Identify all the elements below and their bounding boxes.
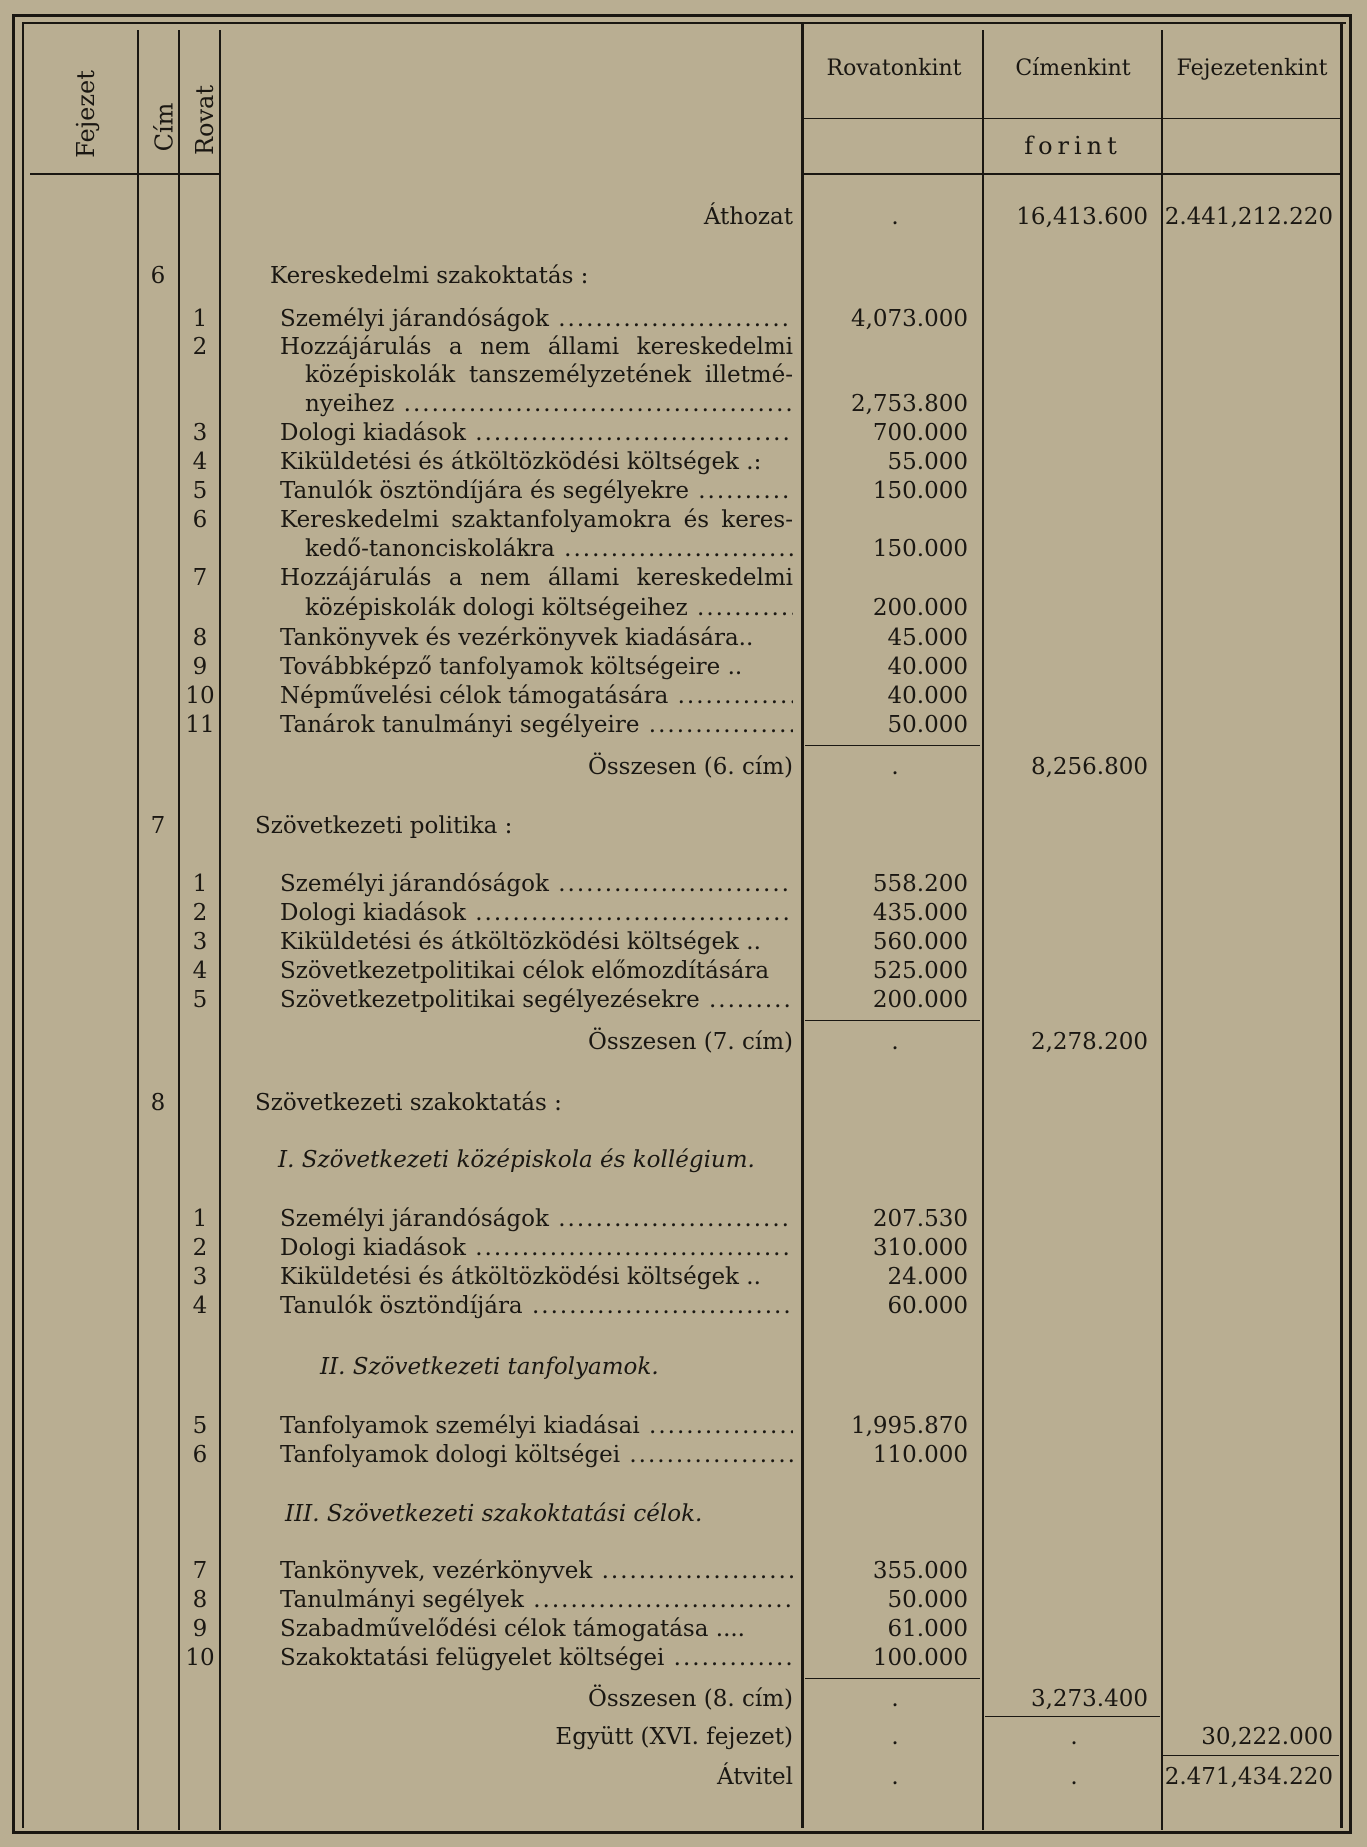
item-value: 560.000 <box>872 929 968 955</box>
table-row <box>0 1441 1367 1469</box>
subtotal-rule <box>805 1678 980 1679</box>
item-value: 558.200 <box>872 871 968 897</box>
item-text: Személyi járandóságok ..... <box>280 870 793 898</box>
item-text: Tanárok tanulmányi segélyeire ..... <box>280 711 793 739</box>
rovat-number: 4 <box>192 449 208 475</box>
table-row <box>0 870 1367 898</box>
item-text: középiskolák dologi költségeihez ..... <box>305 594 793 622</box>
carry-forward-v2: . <box>1070 1764 1078 1790</box>
item-text: Kiküldetési és átköltözködési költségek .. <box>280 1264 761 1290</box>
item-text: Hozzájárulás a nem állami kereskedelmi <box>280 565 793 591</box>
chapter-total-rule <box>985 1716 1160 1717</box>
section-title: Kereskedelmi szakoktatás : <box>270 263 589 289</box>
rovat-number: 6 <box>192 507 208 533</box>
header-cim: Cím <box>150 102 179 152</box>
item-value: 310.000 <box>872 1235 968 1261</box>
rovat-number: 3 <box>192 929 208 955</box>
subtotal-label: Összesen (6. cím) <box>588 754 793 780</box>
item-text: Dologi kiadások ..... <box>280 899 793 927</box>
table-row <box>0 1557 1367 1585</box>
carry-rule <box>1163 1755 1339 1756</box>
item-text: Szabadművelődési célok támogatása .... <box>280 1616 745 1642</box>
table-row-cont <box>0 361 1367 389</box>
rovat-number: 2 <box>192 334 208 360</box>
item-text: Személyi járandóságok ..... <box>280 1205 793 1233</box>
table-row <box>0 448 1367 476</box>
item-text: Tanulók ösztöndíjára ..... <box>280 1292 793 1320</box>
item-text: Dologi kiadások ..... <box>280 1234 793 1262</box>
rovat-number: 3 <box>192 420 208 446</box>
table-row-cont <box>0 390 1367 418</box>
rovat-number: 1 <box>192 1206 208 1232</box>
item-value: 200.000 <box>872 595 968 621</box>
rovat-number: 1 <box>192 871 208 897</box>
subsection-title: II. Szövetkezeti tanfolyamok. <box>320 1354 659 1380</box>
table-row <box>0 711 1367 739</box>
item-value: 150.000 <box>872 536 968 562</box>
rovat-number: 3 <box>192 1264 208 1290</box>
rovat-number: 9 <box>192 1616 208 1642</box>
header-fejezet: Fejezet <box>71 70 100 158</box>
subsection-heading <box>0 1146 1367 1174</box>
section-heading <box>0 812 1367 840</box>
rovat-number: 1 <box>192 306 208 332</box>
table-row <box>0 928 1367 956</box>
rovat-number: 5 <box>192 1413 208 1439</box>
carry-forward-v3: 2.471,434.220 <box>1164 1764 1333 1790</box>
subtotal-rule <box>805 745 980 746</box>
rovat-number: 5 <box>192 478 208 504</box>
item-text: Tanulmányi segélyek ..... <box>280 1586 793 1614</box>
item-value: 4,073.000 <box>850 306 968 332</box>
table-row <box>0 986 1367 1014</box>
athozat-label: Áthozat <box>703 204 793 230</box>
item-text: Tankönyvek, vezérkönyvek ..... <box>280 1557 793 1585</box>
item-value: 50.000 <box>887 1587 968 1613</box>
table-row <box>0 624 1367 652</box>
table-row <box>0 1412 1367 1440</box>
chapter-total-row <box>0 1723 1367 1751</box>
item-value: 150.000 <box>872 478 968 504</box>
header-rule-right <box>803 173 1340 175</box>
table-row <box>0 653 1367 681</box>
item-text: Dologi kiadások ..... <box>280 419 793 447</box>
chapter-total-v2: . <box>1070 1724 1078 1750</box>
item-text: kedő-tanonciskolákra ..... <box>305 535 793 563</box>
item-value: 61.000 <box>887 1616 968 1642</box>
rovat-number: 8 <box>192 625 208 651</box>
item-value: 50.000 <box>887 712 968 738</box>
section-heading <box>0 262 1367 290</box>
item-text: Kiküldetési és átköltözködési költségek .: <box>280 449 762 475</box>
subtotal-label: Összesen (7. cím) <box>588 1029 793 1055</box>
rovat-number: 10 <box>185 683 215 709</box>
cim-number: 6 <box>150 263 166 289</box>
table-row <box>0 305 1367 333</box>
table-row <box>0 1234 1367 1262</box>
rovat-number: 2 <box>192 900 208 926</box>
item-text: Népművelési célok támogatására ..... <box>280 682 793 710</box>
item-value: 60.000 <box>887 1293 968 1319</box>
table-row <box>0 564 1367 592</box>
header-fejezetenkint: Fejezetenkint <box>1176 56 1328 81</box>
header-rule-subunit <box>803 118 1340 119</box>
item-text: Továbbképző tanfolyamok költségeire .. <box>280 654 743 680</box>
rovat-number: 11 <box>185 712 215 738</box>
rovat-number: 5 <box>192 987 208 1013</box>
athozat-v1: . <box>891 204 899 230</box>
item-text: nyeihez ..... <box>305 390 793 418</box>
section-heading <box>0 1089 1367 1117</box>
subtotal-v2: 2,278.200 <box>1030 1029 1148 1055</box>
section-title: Szövetkezeti politika : <box>255 813 513 839</box>
table-row <box>0 1586 1367 1614</box>
rovat-number: 7 <box>192 1558 208 1584</box>
item-value: 525.000 <box>872 958 968 984</box>
item-value: 700.000 <box>872 420 968 446</box>
item-value: 100.000 <box>872 1645 968 1671</box>
item-value: 200.000 <box>872 987 968 1013</box>
subtotal-row <box>0 753 1367 781</box>
rovat-number: 6 <box>192 1442 208 1468</box>
cim-number: 7 <box>150 813 166 839</box>
table-row <box>0 333 1367 361</box>
rovat-number: 8 <box>192 1587 208 1613</box>
item-text: Személyi járandóságok ..... <box>280 305 793 333</box>
header-unit: forint <box>1024 132 1122 160</box>
item-text: Szövetkezetpolitikai segélyezésekre ..... <box>280 986 793 1014</box>
subtotal-rule <box>805 1020 980 1021</box>
rovat-number: 9 <box>192 654 208 680</box>
section-title: Szövetkezeti szakoktatás : <box>255 1090 562 1116</box>
subtotal-row <box>0 1685 1367 1713</box>
table-row <box>0 1644 1367 1672</box>
rovat-number: 4 <box>192 1293 208 1319</box>
rovat-number: 7 <box>192 565 208 591</box>
athozat-v2: 16,413.600 <box>1016 204 1148 230</box>
carry-forward-label: Átvitel <box>716 1764 793 1790</box>
rovat-number: 10 <box>185 1645 215 1671</box>
table-row <box>0 506 1367 534</box>
table-row <box>0 1615 1367 1643</box>
table-row <box>0 1263 1367 1291</box>
table-row <box>0 1292 1367 1320</box>
item-value: 45.000 <box>887 625 968 651</box>
item-text: Szövetkezetpolitikai célok előmozdítására <box>280 958 770 984</box>
subtotal-v1: . <box>891 1029 899 1055</box>
subtotal-v2: 8,256.800 <box>1030 754 1148 780</box>
carry-forward-row <box>0 1763 1367 1791</box>
item-value: 355.000 <box>872 1558 968 1584</box>
subsection-heading <box>0 1353 1367 1381</box>
carry-forward-v1: . <box>891 1764 899 1790</box>
subsection-heading <box>0 1500 1367 1528</box>
item-value: 55.000 <box>887 449 968 475</box>
item-value: 110.000 <box>872 1442 968 1468</box>
item-text: Tanfolyamok dologi költségei ..... <box>280 1441 793 1469</box>
header-rovatonkint: Rovatonkint <box>826 56 962 81</box>
item-text: Kiküldetési és átköltözködési költségek .. <box>280 929 761 955</box>
chapter-total-label: Együtt (XVI. fejezet) <box>555 1724 793 1750</box>
item-value: 207.530 <box>872 1206 968 1232</box>
table-row-cont <box>0 594 1367 622</box>
subtotal-label: Összesen (8. cím) <box>588 1686 793 1712</box>
item-value: 24.000 <box>887 1264 968 1290</box>
table-row <box>0 419 1367 447</box>
item-text: Tanulók ösztöndíjára és segélyekre ..... <box>280 477 793 505</box>
subsection-title: III. Szövetkezeti szakoktatási célok. <box>285 1501 703 1527</box>
rovat-number: 2 <box>192 1235 208 1261</box>
item-value: 40.000 <box>887 654 968 680</box>
header-rule-left <box>30 173 220 175</box>
item-value: 1,995.870 <box>850 1413 968 1439</box>
chapter-total-v3: 30,222.000 <box>1201 1724 1333 1750</box>
table-row-cont <box>0 535 1367 563</box>
chapter-total-v1: . <box>891 1724 899 1750</box>
item-text: középiskolák tanszemélyzetének illetmé- <box>305 362 793 388</box>
subsection-title: I. Szövetkezeti középiskola és kollégium. <box>278 1147 755 1173</box>
athozat-v3: 2.441,212.220 <box>1164 204 1333 230</box>
table-row <box>0 899 1367 927</box>
header-cimenkint: Címenkint <box>1015 56 1131 81</box>
subtotal-v1: . <box>891 754 899 780</box>
item-value: 435.000 <box>872 900 968 926</box>
table-row <box>0 957 1367 985</box>
rovat-number: 4 <box>192 958 208 984</box>
athozat-row <box>0 203 1367 231</box>
item-text: Hozzájárulás a nem állami kereskedelmi <box>280 334 793 360</box>
header-rovat: Rovat <box>191 84 220 156</box>
table-row <box>0 477 1367 505</box>
table-row <box>0 682 1367 710</box>
item-value: 40.000 <box>887 683 968 709</box>
item-text: Tankönyvek és vezérkönyvek kiadására.. <box>280 625 754 651</box>
table-row <box>0 1205 1367 1233</box>
subtotal-row <box>0 1028 1367 1056</box>
item-text: Szakoktatási felügyelet költségei ..... <box>280 1644 793 1672</box>
cim-number: 8 <box>150 1090 166 1116</box>
item-text: Kereskedelmi szaktanfolyamokra és keres- <box>280 507 793 533</box>
item-text: Tanfolyamok személyi kiadásai ..... <box>280 1412 793 1440</box>
item-value: 2,753.800 <box>850 391 968 417</box>
subtotal-v1: . <box>891 1686 899 1712</box>
subtotal-v2: 3,273.400 <box>1030 1686 1148 1712</box>
